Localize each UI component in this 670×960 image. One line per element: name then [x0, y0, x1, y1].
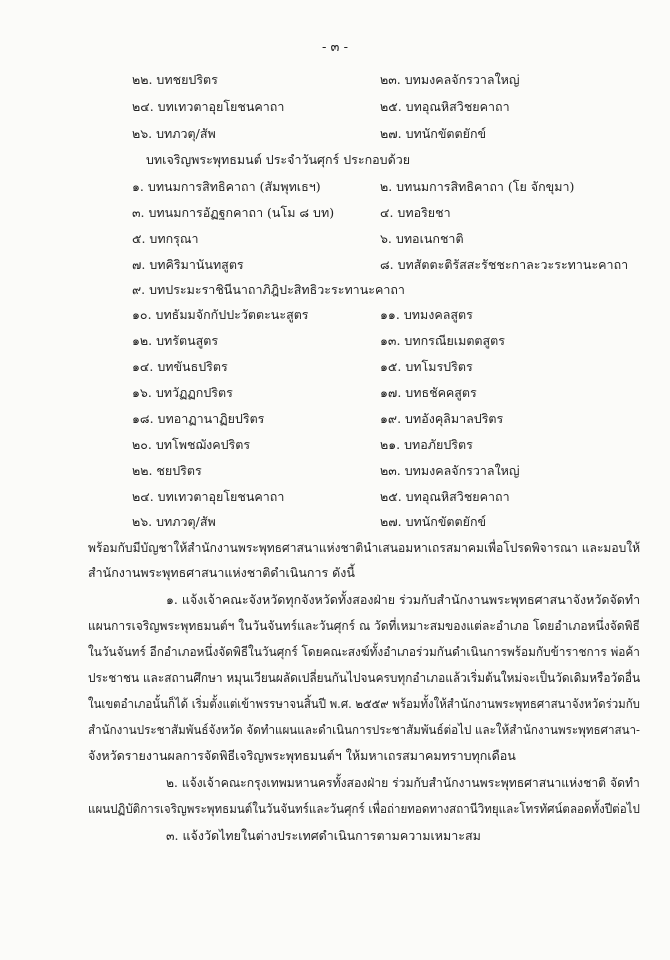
clause-2-line: แผนปฏิบัติการเจริญพระพุทธมนต์ในวันจันทร์และวันศุกร์ เพื่อถ่ายทอดทางสถานีวิทยุและโทรทัศน์ตลอดทั้งปีต่อไป: [88, 801, 640, 816]
chant-item: ๒๕. บทอุณหิสวิชยคาถา: [380, 489, 510, 504]
list-item: [0, 512, 670, 532]
chant-item: ๘. บทสัตตะติรัสสะรัชชะกาละวะระทานะคาถา: [380, 257, 629, 272]
friday-heading: บทเจริญพระพุทธมนต์ ประจำวันศุกร์ ประกอบด้วย: [146, 152, 411, 167]
chant-item: ๒๔. บทเทวตาอุยโยชนคาถา: [132, 489, 285, 504]
chant-item: ๒๓. บทมงคลจักรวาลใหญ่: [380, 463, 520, 478]
clause-1-line: ในวันจันทร์ อีกอำเภอหนึ่งจัดพิธีในวันศุกร์ โดยคณะสงฆ์ทั้งอำเภอร่วมกันดำเนินการพร้อมกับข้าราชการ พ่อค้า: [88, 644, 640, 659]
list-item: [0, 409, 670, 429]
list-item: [0, 461, 670, 481]
list-item: [0, 124, 670, 144]
chant-item: ๒๗. บทนักขัตตยักข์: [380, 126, 487, 141]
chant-item: ๑๙. บทอังคุลิมาลปริตร: [380, 411, 504, 426]
chant-item: ๒๒. บทชยปริตร: [132, 72, 218, 87]
chant-item: ๔. บทอริยชา: [380, 205, 451, 220]
chant-item: ๑๔. บทขันธปริตร: [132, 359, 228, 374]
chant-item: ๑. บทนมการสิทธิคาถา (สัมพุทเธฯ): [132, 179, 321, 194]
chant-item: ๑๕. บทโมรปริตร: [380, 359, 473, 374]
chant-item: ๒๗. บทนักขัตตยักข์: [380, 514, 487, 529]
list-item: [0, 487, 670, 507]
chant-item: ๓. บทนมการอัฏฐกคาถา (นโม ๘ บท): [132, 205, 335, 220]
list-item: [0, 177, 670, 197]
page-number: - ๓ -: [322, 40, 348, 55]
clause-1-line: แผนการเจริญพระพุทธมนต์ฯ ในวันจันทร์และวันศุกร์ ณ วัดที่เหมาะสมของแต่ละอำเภอ โดยอำเภอหนึ่งจัดพิธี: [88, 618, 640, 633]
chant-item: ๖. บทอเนกชาติ: [380, 231, 464, 246]
chant-item: ๒๔. บทเทวตาอุยโยชนคาถา: [132, 99, 285, 114]
list-item: [0, 70, 670, 90]
clause-1-line: ประชาชน และสถานศึกษา หมุนเวียนผลัดเปลี่ยนกันไปจนครบทุกอำเภอแล้วเริ่มต้นใหม่จะเป็นวัดเดิมหรือวัดอื่น: [88, 670, 641, 685]
chant-item: ๒๕. บทอุณหิสวิชยคาถา: [380, 99, 510, 114]
order-paragraph-line: พร้อมกับมีบัญชาให้สำนักงานพระพุทธศาสนาแห่งชาตินำเสนอมหาเถรสมาคมเพื่อโปรดพิจารณา และมอบให้: [88, 540, 641, 555]
clause-1-line: ในเขตอำเภอนั้นก็ได้ เริ่มตั้งแต่เข้าพรรษาจนสิ้นปี พ.ศ. ๒๕๕๙ พร้อมทั้งให้สำนักงานพระพุทธศาสนาจังหวัดร่วมกับ: [88, 696, 640, 711]
chant-item: ๒๐. บทโพชฌังคปริตร: [132, 437, 251, 452]
chant-item: ๒๖. บทภวตุ/สัพ: [132, 126, 216, 141]
order-paragraph-line: สำนักงานพระพุทธศาสนาแห่งชาติดำเนินการ ดังนี้: [88, 565, 355, 580]
chant-item: ๒๖. บทภวตุ/สัพ: [132, 514, 216, 529]
list-item: [0, 435, 670, 455]
list-item: [0, 203, 670, 223]
chant-item: ๗. บทคิริมานันทสูตร: [132, 257, 244, 272]
chant-item: ๑๗. บทธชัคคสูตร: [380, 385, 477, 400]
list-item: [0, 229, 670, 249]
list-item: [0, 255, 670, 275]
chant-item: ๒. บทนมการสิทธิคาถา (โย จักขุมา): [380, 179, 575, 194]
list-item: [0, 305, 670, 325]
clause-1-line: ๑. แจ้งเจ้าคณะจังหวัดทุกจังหวัดทั้งสองฝ่าย ร่วมกับสำนักงานพระพุทธศาสนาจังหวัดจัดทำ: [166, 592, 641, 607]
clause-3-line: ๓. แจ้งวัดไทยในต่างประเทศดำเนินการตามความเหมาะสม: [166, 828, 481, 843]
list-item: [0, 357, 670, 377]
chant-item: ๑๒. บทรัตนสูตร: [132, 333, 219, 348]
chant-item: ๒๑. บทอภัยปริตร: [380, 437, 473, 452]
chant-item: ๑๑. บทมงคลสูตร: [380, 307, 473, 322]
chant-item: ๑๓. บทกรณียเมตตสูตร: [380, 333, 506, 348]
list-item: [0, 383, 670, 403]
chant-item: ๒๓. บทมงคลจักรวาลใหญ่: [380, 72, 520, 87]
list-item: [0, 331, 670, 351]
clause-1-line: สำนักงานประชาสัมพันธ์จังหวัด จัดทำแผนและดำเนินการประชาสัมพันธ์ต่อไป และให้สำนักงานพระพุทธศาสนา-: [88, 722, 640, 737]
clause-2-line: ๒. แจ้งเจ้าคณะกรุงเทพมหานครทั้งสองฝ่าย ร่วมกับสำนักงานพระพุทธศาสนาแห่งชาติ จัดทำ: [166, 775, 640, 790]
chant-item: ๑๐. บทธัมมจักกัปปะวัตตะนะสูตร: [132, 307, 309, 322]
chant-item: ๕. บทกรุณา: [132, 231, 199, 246]
chant-item: ๑๖. บทวัฏฏกปริตร: [132, 385, 233, 400]
chant-item: ๑๘. บทอาฏานาฏิยปริตร: [132, 411, 265, 426]
chant-item-9: ๙. บทประมะราชินีนาถาภิฎิปะสิทธิวะระทานะคาถา: [132, 282, 405, 297]
chant-item: ๒๒. ชยปริตร: [132, 463, 202, 478]
clause-1-line: จังหวัดรายงานผลการจัดพิธีเจริญพระพุทธมนต์ฯ ให้มหาเถรสมาคมทราบทุกเดือน: [88, 748, 516, 763]
list-item: [0, 97, 670, 117]
